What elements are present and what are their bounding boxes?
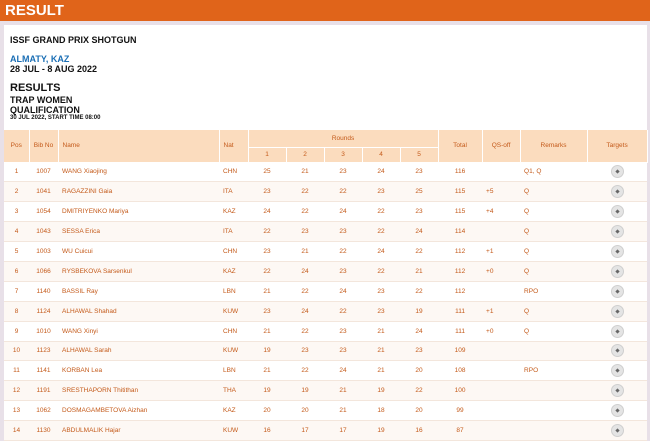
cell-round-4: 22 xyxy=(362,202,400,222)
cell-round-5: 20 xyxy=(400,361,438,381)
cell-nat: CHN xyxy=(219,242,248,262)
cell-pos: 5 xyxy=(4,242,29,262)
table-row xyxy=(4,321,647,341)
table-row xyxy=(4,242,647,262)
cell-nat: KUW xyxy=(219,421,248,441)
cell-remarks: Q xyxy=(520,222,587,242)
cell-bib: 1007 xyxy=(29,162,58,182)
cell-round-2: 24 xyxy=(286,301,324,321)
cell-name: ALHAWAL Shahad xyxy=(58,301,219,321)
cell-round-3: 17 xyxy=(324,421,362,441)
cell-round-1: 25 xyxy=(248,162,286,182)
header-name: Name xyxy=(58,130,219,162)
cell-round-4: 19 xyxy=(362,421,400,441)
cell-round-5: 25 xyxy=(400,182,438,202)
cell-round-3: 23 xyxy=(324,341,362,361)
cell-remarks: Q xyxy=(520,261,587,281)
cell-name: ABDULMALIK Hajar xyxy=(58,421,219,441)
cell-pos: 7 xyxy=(4,281,29,301)
cell-round-1: 23 xyxy=(248,182,286,202)
cell-pos: 10 xyxy=(4,341,29,361)
cell-bib: 1062 xyxy=(29,401,58,421)
cell-round-5: 16 xyxy=(400,421,438,441)
table-row xyxy=(4,162,647,182)
cell-pos: 1 xyxy=(4,162,29,182)
table-row xyxy=(4,202,647,222)
cell-qsoff xyxy=(482,222,520,242)
cell-round-3: 21 xyxy=(324,381,362,401)
cell-remarks: Q xyxy=(520,182,587,202)
header-qsoff: QS-off xyxy=(482,130,520,162)
cell-nat: KUW xyxy=(219,301,248,321)
cell-targets xyxy=(587,242,647,262)
table-row xyxy=(4,281,647,301)
cell-round-1: 21 xyxy=(248,281,286,301)
cell-pos: 13 xyxy=(4,401,29,421)
header-remarks: Remarks xyxy=(520,130,587,162)
start-time: 30 JUL 2022, START TIME 08:00 xyxy=(10,115,101,121)
targets-icon[interactable] xyxy=(611,384,624,397)
cell-round-4: 22 xyxy=(362,261,400,281)
results-panel xyxy=(4,25,647,435)
targets-icon[interactable] xyxy=(611,424,624,437)
cell-bib: 1191 xyxy=(29,381,58,401)
cell-nat: CHN xyxy=(219,321,248,341)
cell-targets xyxy=(587,321,647,341)
cell-round-2: 20 xyxy=(286,401,324,421)
cell-qsoff: +1 xyxy=(482,301,520,321)
table-row xyxy=(4,401,647,421)
cell-round-5: 22 xyxy=(400,381,438,401)
cell-round-5: 23 xyxy=(400,341,438,361)
cell-qsoff xyxy=(482,421,520,441)
targets-icon[interactable] xyxy=(611,285,624,298)
cell-remarks: RPO xyxy=(520,361,587,381)
cell-round-4: 21 xyxy=(362,321,400,341)
cell-name: DOSMAGAMBETOVA Aizhan xyxy=(58,401,219,421)
cell-qsoff xyxy=(482,341,520,361)
cell-name: WANG Xinyi xyxy=(58,321,219,341)
targets-icon[interactable] xyxy=(611,165,624,178)
cell-total: 114 xyxy=(438,222,482,242)
cell-pos: 9 xyxy=(4,321,29,341)
table-row xyxy=(4,381,647,401)
cell-pos: 11 xyxy=(4,361,29,381)
cell-qsoff xyxy=(482,162,520,182)
cell-remarks: Q xyxy=(520,202,587,222)
cell-qsoff: +5 xyxy=(482,182,520,202)
targets-icon[interactable] xyxy=(611,265,624,278)
cell-round-5: 22 xyxy=(400,281,438,301)
cell-round-3: 22 xyxy=(324,182,362,202)
cell-remarks xyxy=(520,421,587,441)
event-name: ISSF GRAND PRIX SHOTGUN xyxy=(10,35,137,45)
header-pos: Pos xyxy=(4,130,29,162)
cell-round-3: 24 xyxy=(324,281,362,301)
cell-pos: 2 xyxy=(4,182,29,202)
cell-nat: KAZ xyxy=(219,401,248,421)
cell-pos: 14 xyxy=(4,421,29,441)
cell-nat: ITA xyxy=(219,222,248,242)
cell-round-2: 19 xyxy=(286,381,324,401)
cell-qsoff xyxy=(482,381,520,401)
cell-round-5: 24 xyxy=(400,321,438,341)
cell-targets xyxy=(587,361,647,381)
cell-name: BASSIL Ray xyxy=(58,281,219,301)
cell-round-2: 24 xyxy=(286,261,324,281)
targets-icon[interactable] xyxy=(611,404,624,417)
cell-bib: 1141 xyxy=(29,361,58,381)
cell-pos: 12 xyxy=(4,381,29,401)
cell-remarks: Q xyxy=(520,321,587,341)
cell-round-5: 20 xyxy=(400,401,438,421)
table-row xyxy=(4,182,647,202)
cell-name: WU Cuicui xyxy=(58,242,219,262)
cell-round-5: 19 xyxy=(400,301,438,321)
cell-targets xyxy=(587,401,647,421)
header-total: Total xyxy=(438,130,482,162)
results-table xyxy=(4,130,648,441)
cell-bib: 1124 xyxy=(29,301,58,321)
table-row xyxy=(4,341,647,361)
cell-round-4: 24 xyxy=(362,242,400,262)
cell-round-2: 21 xyxy=(286,162,324,182)
cell-nat: KAZ xyxy=(219,202,248,222)
cell-targets xyxy=(587,281,647,301)
cell-bib: 1043 xyxy=(29,222,58,242)
cell-bib: 1054 xyxy=(29,202,58,222)
cell-total: 109 xyxy=(438,341,482,361)
cell-round-3: 24 xyxy=(324,361,362,381)
targets-icon[interactable] xyxy=(611,305,624,318)
cell-total: 112 xyxy=(438,261,482,281)
cell-total: 115 xyxy=(438,202,482,222)
cell-targets xyxy=(587,301,647,321)
results-heading: RESULTS xyxy=(10,82,61,94)
cell-round-1: 23 xyxy=(248,301,286,321)
table-row xyxy=(4,421,647,441)
cell-round-4: 19 xyxy=(362,381,400,401)
cell-round-2: 22 xyxy=(286,361,324,381)
cell-bib: 1041 xyxy=(29,182,58,202)
cell-round-1: 24 xyxy=(248,202,286,222)
phase-label: QUALIFICATION xyxy=(10,105,80,115)
header-round-2: 2 xyxy=(286,147,324,162)
cell-round-1: 22 xyxy=(248,261,286,281)
cell-total: 99 xyxy=(438,401,482,421)
cell-nat: LBN xyxy=(219,361,248,381)
cell-round-4: 22 xyxy=(362,222,400,242)
cell-round-5: 22 xyxy=(400,242,438,262)
cell-total: 111 xyxy=(438,301,482,321)
cell-nat: THA xyxy=(219,381,248,401)
cell-round-5: 24 xyxy=(400,222,438,242)
cell-round-5: 23 xyxy=(400,202,438,222)
cell-pos: 8 xyxy=(4,301,29,321)
cell-targets xyxy=(587,222,647,242)
cell-targets xyxy=(587,381,647,401)
cell-name: ALHAWAL Sarah xyxy=(58,341,219,361)
cell-targets xyxy=(587,341,647,361)
targets-icon[interactable] xyxy=(611,245,624,258)
cell-round-1: 23 xyxy=(248,242,286,262)
event-dates: 28 JUL - 8 AUG 2022 xyxy=(10,64,98,74)
cell-pos: 4 xyxy=(4,222,29,242)
cell-round-1: 19 xyxy=(248,381,286,401)
cell-round-3: 23 xyxy=(324,321,362,341)
cell-round-1: 22 xyxy=(248,222,286,242)
cell-round-3: 23 xyxy=(324,261,362,281)
cell-round-3: 22 xyxy=(324,301,362,321)
cell-round-1: 16 xyxy=(248,421,286,441)
cell-round-2: 22 xyxy=(286,202,324,222)
cell-round-3: 22 xyxy=(324,242,362,262)
cell-round-2: 21 xyxy=(286,242,324,262)
cell-remarks: Q xyxy=(520,242,587,262)
cell-nat: KAZ xyxy=(219,261,248,281)
header-round-3: 3 xyxy=(324,147,362,162)
cell-targets xyxy=(587,162,647,182)
cell-round-1: 20 xyxy=(248,401,286,421)
cell-qsoff xyxy=(482,401,520,421)
cell-total: 116 xyxy=(438,162,482,182)
cell-round-4: 23 xyxy=(362,182,400,202)
cell-qsoff xyxy=(482,281,520,301)
cell-bib: 1123 xyxy=(29,341,58,361)
cell-round-5: 21 xyxy=(400,261,438,281)
cell-remarks xyxy=(520,401,587,421)
cell-round-2: 22 xyxy=(286,182,324,202)
cell-round-4: 21 xyxy=(362,341,400,361)
cell-bib: 1066 xyxy=(29,261,58,281)
table-row xyxy=(4,301,647,321)
cell-total: 115 xyxy=(438,182,482,202)
header-rounds: Rounds xyxy=(248,130,438,147)
cell-targets xyxy=(587,202,647,222)
cell-targets xyxy=(587,182,647,202)
cell-qsoff: +0 xyxy=(482,321,520,341)
table-row xyxy=(4,222,647,242)
cell-round-4: 23 xyxy=(362,301,400,321)
cell-round-3: 24 xyxy=(324,202,362,222)
cell-round-2: 17 xyxy=(286,421,324,441)
cell-bib: 1130 xyxy=(29,421,58,441)
top-bar xyxy=(0,0,650,21)
cell-nat: LBN xyxy=(219,281,248,301)
cell-name: DMITRIYENKO Mariya xyxy=(58,202,219,222)
cell-name: WANG Xiaojing xyxy=(58,162,219,182)
cell-round-3: 21 xyxy=(324,401,362,421)
targets-icon[interactable] xyxy=(611,205,624,218)
cell-round-4: 21 xyxy=(362,361,400,381)
cell-round-2: 23 xyxy=(286,341,324,361)
cell-pos: 6 xyxy=(4,261,29,281)
cell-bib: 1003 xyxy=(29,242,58,262)
cell-remarks: Q1, Q xyxy=(520,162,587,182)
cell-targets xyxy=(587,261,647,281)
cell-qsoff: +4 xyxy=(482,202,520,222)
discipline-label: TRAP WOMEN xyxy=(10,95,73,105)
targets-icon[interactable] xyxy=(611,364,624,377)
header-targets: Targets xyxy=(587,130,647,162)
cell-remarks: Q xyxy=(520,301,587,321)
cell-round-3: 23 xyxy=(324,222,362,242)
cell-name: SRESTHAPORN Thitithan xyxy=(58,381,219,401)
cell-qsoff: +1 xyxy=(482,242,520,262)
cell-remarks xyxy=(520,381,587,401)
cell-round-2: 23 xyxy=(286,222,324,242)
cell-round-1: 21 xyxy=(248,321,286,341)
table-row xyxy=(4,261,647,281)
cell-total: 100 xyxy=(438,381,482,401)
cell-round-2: 22 xyxy=(286,321,324,341)
cell-bib: 1140 xyxy=(29,281,58,301)
cell-pos: 3 xyxy=(4,202,29,222)
cell-round-4: 18 xyxy=(362,401,400,421)
cell-round-2: 22 xyxy=(286,281,324,301)
cell-total: 112 xyxy=(438,281,482,301)
cell-total: 87 xyxy=(438,421,482,441)
header-nat: Nat xyxy=(219,130,248,162)
header-round-1: 1 xyxy=(248,147,286,162)
header-round-5: 5 xyxy=(400,147,438,162)
cell-remarks xyxy=(520,341,587,361)
table-row xyxy=(4,361,647,381)
header-bib: Bib No xyxy=(29,130,58,162)
cell-name: SESSA Erica xyxy=(58,222,219,242)
targets-icon[interactable] xyxy=(611,185,624,198)
results-rows xyxy=(4,162,647,440)
cell-nat: ITA xyxy=(219,182,248,202)
event-city: ALMATY, KAZ xyxy=(10,54,70,64)
cell-total: 111 xyxy=(438,321,482,341)
cell-qsoff xyxy=(482,361,520,381)
cell-round-4: 24 xyxy=(362,162,400,182)
cell-nat: CHN xyxy=(219,162,248,182)
header-round-4: 4 xyxy=(362,147,400,162)
cell-round-4: 23 xyxy=(362,281,400,301)
cell-name: RYSBEKOVA Sarsenkul xyxy=(58,261,219,281)
targets-icon[interactable] xyxy=(611,225,624,238)
cell-name: KORBAN Lea xyxy=(58,361,219,381)
cell-name: RAGAZZINI Gaia xyxy=(58,182,219,202)
cell-round-3: 23 xyxy=(324,162,362,182)
page-title: RESULT xyxy=(5,2,64,19)
cell-round-1: 21 xyxy=(248,361,286,381)
cell-total: 112 xyxy=(438,242,482,262)
cell-bib: 1010 xyxy=(29,321,58,341)
cell-targets xyxy=(587,421,647,441)
cell-qsoff: +0 xyxy=(482,261,520,281)
cell-round-5: 23 xyxy=(400,162,438,182)
cell-remarks: RPO xyxy=(520,281,587,301)
cell-total: 108 xyxy=(438,361,482,381)
cell-round-1: 19 xyxy=(248,341,286,361)
targets-icon[interactable] xyxy=(611,325,624,338)
cell-nat: KUW xyxy=(219,341,248,361)
targets-icon[interactable] xyxy=(611,344,624,357)
